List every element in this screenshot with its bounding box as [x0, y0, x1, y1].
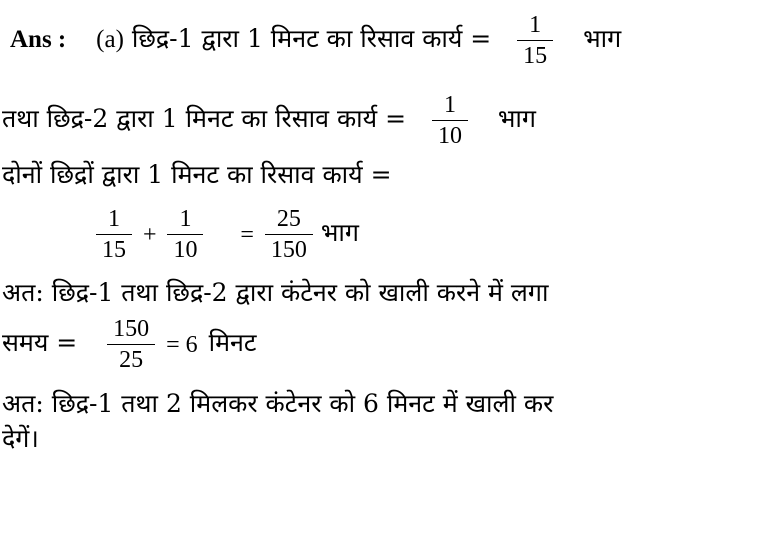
unit-text: मिनट: [208, 328, 257, 357]
time-label: समय =: [2, 328, 78, 357]
fraction-numerator: 25: [276, 206, 301, 232]
statement-text: दोनों छिद्रों द्वारा 1 मिनट का रिसाव कार्य =: [2, 160, 392, 189]
fraction-one-tenth: [167, 204, 203, 265]
fraction-denominator: 10: [437, 123, 462, 149]
fraction-sum: [265, 204, 313, 265]
statement-text: देगें।: [2, 424, 39, 453]
answer-line-7: [2, 389, 553, 419]
fraction-numerator: 1: [529, 12, 542, 38]
fraction-denominator: 15: [102, 237, 126, 263]
statement-text: अत: छिद्र-1 तथा 2 मिलकर कंटेनर को 6 मिनट में खाली कर: [2, 389, 554, 418]
plus-sign: +: [142, 221, 157, 248]
fraction-one-fifteenth: [96, 204, 132, 265]
statement-text: तथा छिद्र-2 द्वारा 1 मिनट का रिसाव कार्य =: [2, 104, 407, 133]
fraction-denominator: 25: [119, 347, 144, 373]
equation-line: [96, 204, 359, 265]
unit-text: भाग: [320, 218, 359, 247]
answer-line-1: [10, 10, 621, 71]
answer-line-8: [2, 424, 39, 454]
fraction-one-tenth: [432, 90, 468, 151]
unit-text: भाग: [497, 104, 536, 133]
statement-text: अत: छिद्र-1 तथा छिद्र-2 द्वारा कंटेनर को खाली करने में लगा: [2, 278, 549, 307]
answer-line-5: [2, 278, 548, 308]
fraction-denominator: 10: [173, 237, 198, 263]
answer-line-6: [2, 314, 257, 375]
part-label: (a): [96, 26, 124, 53]
answer-line-3: [2, 160, 392, 190]
fraction-denominator: 15: [523, 43, 548, 69]
equals-sign: =: [240, 221, 254, 248]
fraction-time: [107, 314, 155, 375]
fraction-one-fifteenth: [517, 10, 553, 71]
fraction-numerator: 1: [108, 206, 120, 232]
fraction-numerator: 1: [179, 206, 192, 232]
fraction-numerator: 1: [443, 92, 456, 118]
answer-line-2: [2, 90, 536, 151]
unit-text: भाग: [583, 24, 622, 53]
answer-label: Ans :: [10, 26, 67, 53]
fraction-numerator: 150: [113, 316, 150, 342]
statement-text: छिद्र-1 द्वारा 1 मिनट का रिसाव कार्य =: [131, 24, 492, 53]
fraction-denominator: 150: [270, 237, 307, 263]
result-value: = 6: [166, 331, 198, 358]
